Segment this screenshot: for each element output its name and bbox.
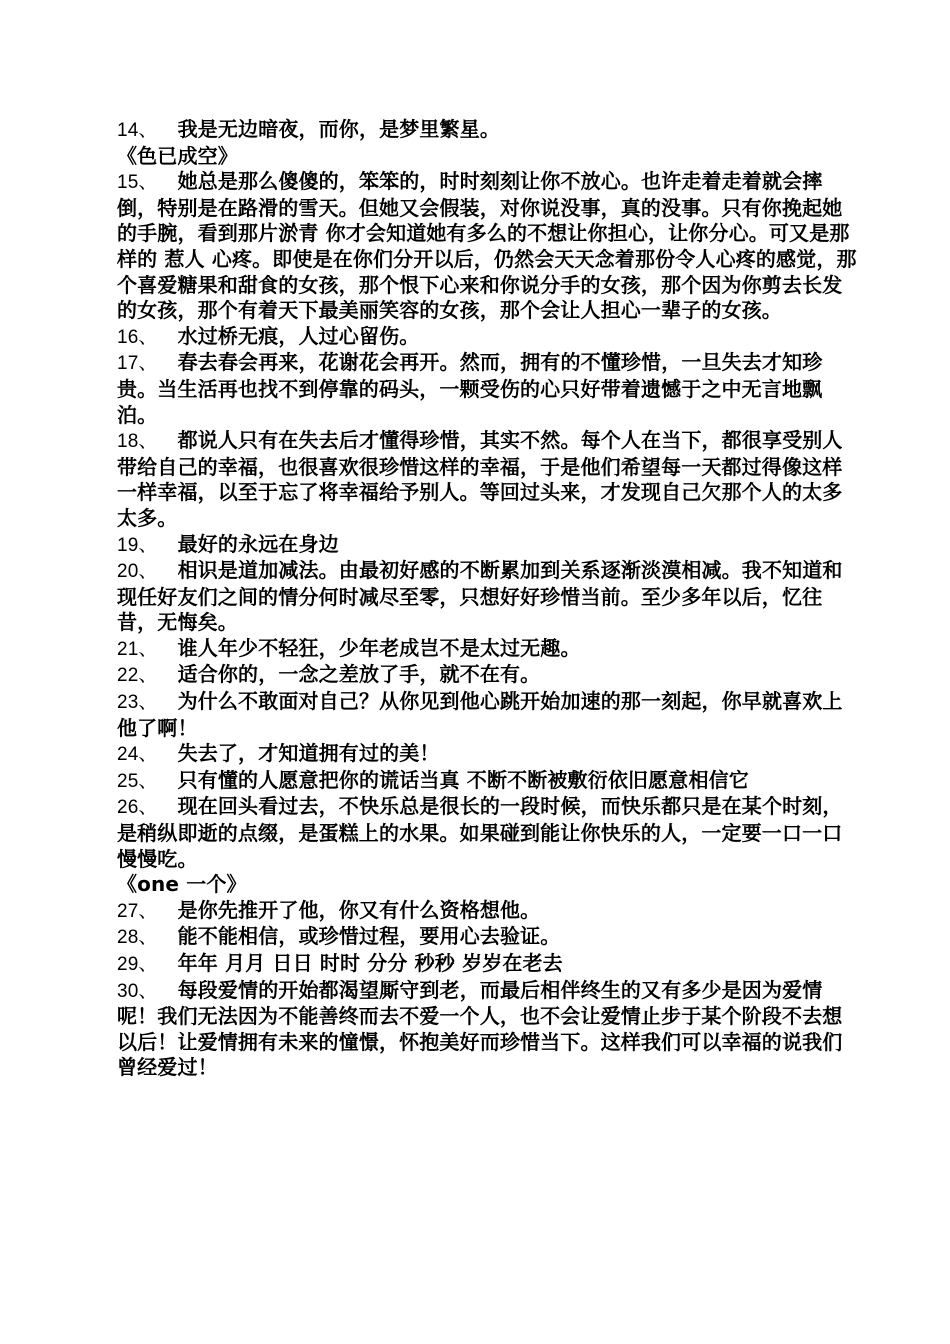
item-text: 相识是道加减法。由最初好感的不断累加到关系逐渐淡漠相减。我不知道和现任好友们之间的情分何时减尽至零，只想好好珍惜当前。至少多年以后，忆往昔，无悔矣。	[117, 558, 843, 635]
list-item	[117, 768, 857, 795]
item-number: 25、	[117, 770, 158, 792]
item-number: 22、	[117, 665, 158, 687]
item-number: 20、	[117, 561, 158, 583]
item-number: 30、	[117, 980, 158, 1002]
item-number: 28、	[117, 927, 158, 949]
item-text: 能不能相信，或珍惜过程，要用心去验证。	[177, 924, 561, 949]
list-item	[117, 924, 857, 951]
item-text: 最好的永远在身边	[177, 531, 339, 556]
list-item	[117, 324, 857, 351]
list-item	[117, 741, 857, 768]
item-text: 失去了，才知道拥有过的美！	[177, 741, 440, 766]
list-item	[117, 117, 857, 144]
item-text: 她总是那么傻傻的，笨笨的，时时刻刻让你不放心。也许走着走着就会摔倒，特别是在路滑的雪天。但她又会假装，对你说没事，真的没事。只有你挽起她的手腕，看到那片淤青 你才会知道她有多么的不想让你担心，让你分心。可又是那样的 惹人 心疼。即使是在你们分开以后，仍然会天天念着那份令人心疼的感觉，那个喜爱糖果和甜食的女孩，那个恨下心来和你说分手的女孩，那个因为你剪去长发的女孩，那个有着天下最美丽笑容的女孩，那个会让人担心一辈子的女孩。	[117, 169, 857, 323]
item-text: 为什么不敢面对自己？从你见到他心跳开始加速的那一刻起，你早就喜欢上他了啊！	[117, 689, 843, 740]
item-text: 年年 月月 日日 时时 分分 秒秒 岁岁在老去	[177, 951, 563, 975]
item-number: 18、	[117, 431, 158, 453]
list-item	[117, 951, 857, 978]
list-item	[117, 978, 857, 1081]
list-item	[117, 350, 857, 428]
item-text: 都说人只有在失去后才懂得珍惜，其实不然。每个人在当下，都很享受别人带给自己的幸福，也很喜欢很珍惜这样的幸福，于是他们希望每一天都过得像这样一样幸福，以至于忘了将幸福给予别人。等回过头来，才发现自己欠那个人的太多太多。	[117, 428, 843, 530]
list-item	[117, 636, 857, 663]
item-number: 24、	[117, 744, 158, 766]
item-text: 春去春会再来，花谢花会再开。然而，拥有的不懂珍惜，一旦失去才知珍贵。当生活再也找不到停靠的码头，一颗受伤的心只好带着遗憾于之中无言地飘泊。	[117, 350, 823, 427]
item-number: 17、	[117, 353, 158, 375]
list-item	[117, 169, 857, 324]
item-text: 每段爱情的开始都渴望厮守到老，而最后相伴终生的又有多少是因为爱情呢！我们无法因为不能善终而去不爱一个人，也不会让爱情止步于某个阶段不去想以后！让爱情拥有未来的憧憬，怀抱美好而珍惜当下。这样我们可以幸福的说我们曾经爱过！	[117, 977, 843, 1080]
item-text: 只有懂的人愿意把你的谎话当真 不断不断被敷衍依旧愿意相信它	[177, 767, 749, 792]
item-number: 27、	[117, 900, 158, 922]
item-number: 14、	[117, 120, 158, 141]
section-heading: 《one 一个》	[117, 872, 247, 897]
list-item	[117, 898, 857, 925]
item-number: 29、	[117, 954, 158, 975]
item-number: 23、	[117, 692, 158, 714]
item-number: 16、	[117, 326, 158, 348]
item-number: 15、	[117, 172, 158, 194]
item-text: 是你先推开了他，你又有什么资格想他。	[177, 897, 541, 922]
item-number: 21、	[117, 638, 158, 660]
item-number: 26、	[117, 797, 158, 819]
list-item	[117, 428, 857, 531]
item-text: 谁人年少不轻狂，少年老成岂不是太过无趣。	[177, 635, 581, 660]
item-text: 现在回头看过去，不快乐总是很长的一段时候，而快乐都只是在某个时刻，是稍纵即逝的点缀，是蛋糕上的水果。如果碰到能让你快乐的人，一定要一口一口慢慢吃。	[117, 794, 843, 871]
list-item	[117, 662, 857, 689]
section-heading: 《色已成空》	[117, 143, 238, 168]
list-item	[117, 689, 857, 741]
item-text: 适合你的，一念之差放了手，就不在有。	[177, 662, 541, 687]
list-item	[117, 532, 857, 559]
document-body	[117, 117, 857, 1081]
item-number: 19、	[117, 534, 158, 556]
item-text: 水过桥无痕，人过心留伤。	[177, 323, 420, 348]
list-item	[117, 558, 857, 636]
list-item	[117, 794, 857, 872]
item-text: 我是无边暗夜，而你，是梦里繁星。	[177, 117, 500, 141]
